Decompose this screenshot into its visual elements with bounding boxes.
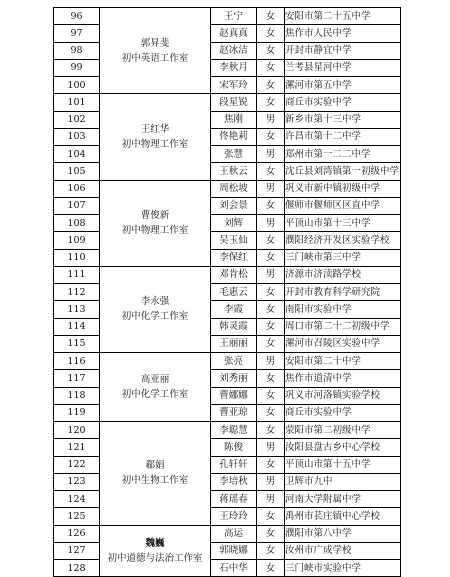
member-name: 焦刚 (211, 111, 257, 128)
member-school: 南阳市实验中学 (285, 301, 401, 318)
row-number: 119 (54, 404, 100, 421)
member-gender: 女 (257, 318, 285, 335)
member-name: 李培秋 (211, 473, 257, 490)
member-gender: 男 (257, 353, 285, 370)
row-number: 123 (54, 473, 100, 490)
member-gender: 女 (257, 128, 285, 145)
member-name: 曹娜娜 (211, 387, 257, 404)
member-name: 陈俊 (211, 439, 257, 456)
studio-cell (100, 94, 211, 180)
member-school: 荥阳市第二初级中学 (285, 422, 401, 439)
member-school: 开封市教育科学研究院 (285, 284, 401, 301)
studio-dept: 初中生物工作室 (121, 475, 189, 487)
member-name: 毛惠云 (211, 284, 257, 301)
member-school: 商丘市实验中学 (285, 404, 401, 421)
member-name: 李霞 (211, 301, 257, 318)
member-gender: 男 (257, 180, 285, 197)
row-number: 126 (54, 525, 100, 542)
member-gender: 男 (257, 111, 285, 128)
row-number: 103 (54, 128, 100, 145)
row-number: 101 (54, 94, 100, 111)
member-gender: 女 (257, 335, 285, 352)
member-gender: 女 (257, 301, 285, 318)
member-school: 三门峡市实验中学 (285, 560, 401, 577)
member-name: 高运 (211, 525, 257, 542)
member-gender: 女 (257, 456, 285, 473)
member-school: 平顶山市第十五中学 (285, 456, 401, 473)
member-gender: 男 (257, 266, 285, 283)
member-name: 曹亚琼 (211, 404, 257, 421)
member-gender: 男 (257, 473, 285, 490)
row-number: 105 (54, 163, 100, 180)
member-name: 孔轩轩 (211, 456, 257, 473)
member-name: 石中华 (211, 560, 257, 577)
row-number: 97 (54, 25, 100, 42)
studio-dept: 初中化学工作室 (121, 389, 189, 400)
member-gender: 女 (257, 370, 285, 387)
member-gender: 男 (257, 491, 285, 508)
member-school: 许昌市第十二中学 (285, 128, 401, 145)
table-row (54, 180, 401, 197)
member-school: 郑州市第一二二中学 (285, 146, 401, 163)
member-school: 安阳市第二十中学 (285, 353, 401, 370)
row-number: 96 (54, 8, 100, 25)
row-number: 109 (54, 232, 100, 249)
member-school: 三门峡市第三中学 (285, 249, 401, 266)
studio-leader: 高亚丽 (140, 374, 170, 385)
studio-leader: 李永强 (140, 296, 170, 308)
row-number: 113 (54, 301, 100, 318)
table-row (54, 266, 401, 283)
member-school: 兰考县星河中学 (285, 59, 401, 76)
member-gender: 男 (257, 215, 285, 232)
row-number: 99 (54, 59, 100, 76)
member-gender: 女 (257, 387, 285, 404)
row-number: 117 (54, 370, 100, 387)
row-number: 115 (54, 335, 100, 352)
table-row (54, 353, 401, 370)
member-school: 周口市第二十二初级中学 (285, 318, 401, 335)
member-gender: 女 (257, 163, 285, 180)
member-school: 巩义市新中镇初级中学 (285, 180, 401, 197)
studio-cell (100, 266, 211, 352)
studio-leader: 魏巍 (145, 537, 165, 549)
table-row (54, 8, 401, 25)
member-name: 段星锐 (211, 94, 257, 111)
row-number: 108 (54, 215, 100, 232)
studio-dept: 初中物理工作室 (121, 138, 189, 150)
row-number: 128 (54, 560, 100, 577)
member-gender: 女 (257, 232, 285, 249)
member-name: 李秋月 (211, 59, 257, 76)
table-row (54, 525, 401, 542)
member-school: 济源市济渎路学校 (285, 266, 401, 283)
member-school: 偃师市偃师区区直中学 (285, 197, 401, 214)
member-school: 开封市静宜中学 (285, 42, 401, 59)
member-gender: 女 (257, 542, 285, 559)
member-school: 平顶山市第十三中学 (285, 215, 401, 232)
member-name: 邓肯松 (211, 266, 257, 283)
member-school: 汝州市广成学校 (285, 542, 401, 559)
member-school: 焦作市人民中学 (285, 25, 401, 42)
member-name: 佟艳莉 (211, 128, 257, 145)
row-number: 111 (54, 266, 100, 283)
member-gender: 女 (257, 42, 285, 59)
member-school: 汝阳县盘古乡中心学校 (285, 439, 401, 456)
member-gender: 女 (257, 8, 285, 25)
member-name: 王秋云 (211, 163, 257, 180)
member-name: 李聪慧 (211, 422, 257, 439)
row-number: 107 (54, 197, 100, 214)
row-number: 121 (54, 439, 100, 456)
row-number: 122 (54, 456, 100, 473)
member-gender: 男 (257, 146, 285, 163)
member-name: 刘辉 (211, 215, 257, 232)
member-gender: 女 (257, 284, 285, 301)
row-number: 106 (54, 180, 100, 197)
studio-cell (100, 422, 211, 526)
member-gender: 女 (257, 25, 285, 42)
studio-dept: 初中物理工作室 (121, 225, 189, 237)
table-row (54, 94, 401, 111)
row-number: 104 (54, 146, 100, 163)
studio-dept: 初中道德与法治工作室 (107, 552, 203, 564)
member-gender: 女 (257, 525, 285, 542)
member-gender: 女 (257, 197, 285, 214)
studio-leader: 曹俊新 (140, 210, 170, 222)
row-number: 114 (54, 318, 100, 335)
row-number: 100 (54, 77, 100, 94)
studio-cell (100, 525, 211, 577)
roster-sheet (53, 7, 401, 577)
member-name: 赵真真 (211, 25, 257, 42)
studio-dept: 初中化学工作室 (121, 311, 189, 323)
row-number: 112 (54, 284, 100, 301)
member-gender: 女 (257, 508, 285, 525)
row-number: 118 (54, 387, 100, 404)
studio-cell (100, 8, 211, 94)
studio-cell (100, 353, 211, 422)
member-school: 濮阳经济开发区实验学校 (285, 232, 401, 249)
member-name: 张慧 (211, 146, 257, 163)
member-name: 宋军玲 (211, 77, 257, 94)
member-school: 漯河市召陵区实验中学 (285, 335, 401, 352)
studio-cell (100, 180, 211, 266)
member-gender: 女 (257, 59, 285, 76)
member-name: 王玲玲 (211, 508, 257, 525)
row-number: 116 (54, 353, 100, 370)
member-gender: 女 (257, 422, 285, 439)
member-school: 卫辉市九中 (285, 473, 401, 490)
member-school: 焦作市道清中学 (285, 370, 401, 387)
member-name: 郭晓娜 (211, 542, 257, 559)
member-name: 赵冰洁 (211, 42, 257, 59)
studio-dept: 初中英语工作室 (121, 52, 189, 64)
studio-leader: 郗娟 (145, 460, 165, 472)
member-school: 禹州市苌庄镇中心学校 (285, 508, 401, 525)
member-gender: 女 (257, 77, 285, 94)
member-gender: 女 (257, 94, 285, 111)
row-number: 124 (54, 491, 100, 508)
member-school: 河南大学附属中学 (285, 491, 401, 508)
member-gender: 女 (257, 560, 285, 577)
row-number: 110 (54, 249, 100, 266)
row-number: 125 (54, 508, 100, 525)
member-name: 张亮 (211, 353, 257, 370)
member-name: 王宁 (211, 8, 257, 25)
row-number: 98 (54, 42, 100, 59)
member-name: 刘秀丽 (211, 370, 257, 387)
member-school: 商丘市实验中学 (285, 94, 401, 111)
member-school: 濮阳市第八中学 (285, 525, 401, 542)
member-school: 漯河市第五中学 (285, 77, 401, 94)
member-school: 沈丘县刘湾镇第一初级中学 (285, 163, 401, 180)
member-school: 巩义市河洛镇实验学校 (285, 387, 401, 404)
member-gender: 女 (257, 249, 285, 266)
member-name: 李保红 (211, 249, 257, 266)
member-name: 周松坡 (211, 180, 257, 197)
member-name: 蒋瑶春 (211, 491, 257, 508)
member-gender: 男 (257, 439, 285, 456)
studio-leader: 郭昇斐 (140, 37, 170, 49)
roster-table (53, 7, 401, 577)
table-row (54, 422, 401, 439)
member-school: 安阳市第二十五中学 (285, 8, 401, 25)
member-school: 新乡市第十三中学 (285, 111, 401, 128)
row-number: 120 (54, 422, 100, 439)
member-name: 吴玉仙 (211, 232, 257, 249)
studio-leader: 王红华 (140, 123, 170, 135)
row-number: 127 (54, 542, 100, 559)
member-name: 王丽丽 (211, 335, 257, 352)
member-name: 刘会景 (211, 197, 257, 214)
member-gender: 女 (257, 404, 285, 421)
row-number: 102 (54, 111, 100, 128)
member-name: 韩灵霞 (211, 318, 257, 335)
